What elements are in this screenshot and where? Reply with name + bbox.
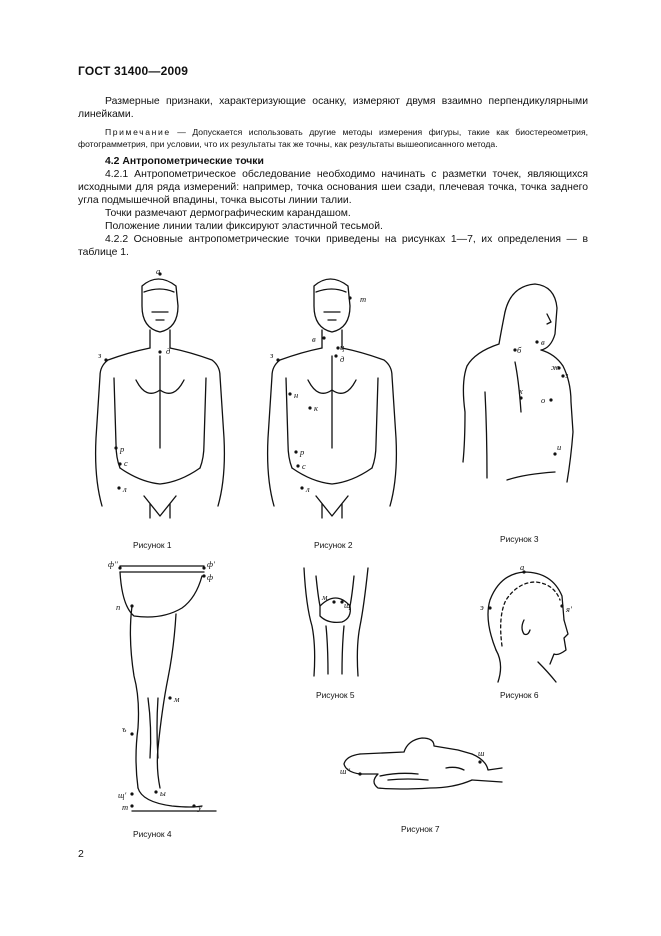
paragraph-marking: Точки размечают дермографическим карандашом.	[105, 208, 351, 219]
figure-1-drawing	[90, 268, 230, 530]
fig5-label-m: м	[322, 592, 328, 602]
paragraph-4-2-2: 4.2.2 Основные антропометрические точки приведены на рисунках 1—7, их определения — в таблице 1.	[78, 234, 588, 258]
fig1-label-d: д	[166, 346, 171, 356]
fig1-label-l: л	[123, 484, 127, 494]
caption-figure-6: Рисунок 6	[500, 690, 539, 700]
paragraph-waist: Положение линии талии фиксируют эластичной тесьмой.	[105, 221, 383, 232]
fig3-label-kh: х	[519, 386, 523, 396]
figure-2-drawing	[262, 268, 402, 530]
note-label: Примечание	[105, 127, 171, 137]
fig5-label-shch: щ	[344, 600, 351, 610]
fig2-label-z: з	[270, 350, 274, 360]
fig4-label-m: м	[174, 694, 180, 704]
fig3-label-z: з	[565, 370, 569, 380]
figure-3	[455, 282, 595, 497]
fig6-label-a: а	[520, 562, 525, 572]
fig4-label-shch: щ'	[118, 790, 127, 800]
fig3-label-v: в	[541, 337, 545, 347]
figure-1	[90, 268, 230, 530]
fig3-label-o: о	[541, 395, 546, 405]
caption-figure-1: Рисунок 1	[133, 540, 172, 550]
caption-figure-5: Рисунок 5	[316, 690, 355, 700]
figure-2	[262, 268, 402, 530]
section-title: 4.2 Антропометрические точки	[105, 156, 264, 167]
figure-5-drawing	[298, 566, 378, 678]
figure-5	[298, 566, 378, 678]
fig1-label-r: р	[120, 444, 125, 454]
fig6-label-e: э	[480, 602, 484, 612]
fig2-label-k: к	[314, 403, 318, 413]
figure-4	[108, 558, 222, 820]
fig4-label-u: у	[198, 802, 202, 812]
fig2-label-s: с	[302, 461, 306, 471]
fig2-label-d: д	[340, 354, 345, 364]
paragraph-4-2-1: 4.2.1 Антропометрическое обследование необходимо начинать с разметки точек, являющихся исходными для ряда измерений: например, точка основания шеи сзади, плечевая точка, точка заднего угла подмышечной впадины, точка высоты линии талии.	[78, 169, 588, 206]
fig2-label-ts: ц	[340, 342, 345, 352]
fig6-label-ya: я'	[566, 604, 572, 614]
fig1-label-s: с	[124, 458, 128, 468]
fig4-label-p: п	[116, 602, 121, 612]
note-text: — Допускается использовать другие методы измерения фигуры, такие как биостереометрия, фотограмметрия, при условии, что их результаты так же точны, как результаты вышеописанного метода.	[78, 127, 588, 149]
fig2-label-l: л	[306, 484, 310, 494]
fig7-label-sh: ш	[478, 748, 485, 758]
caption-figure-4: Рисунок 4	[133, 829, 172, 839]
fig2-label-r: р	[300, 447, 305, 457]
figure-3-drawing	[455, 282, 595, 497]
fig3-label-zh: ж	[551, 362, 559, 372]
fig4-label-hard: ъ	[122, 724, 127, 734]
fig2-label-v: в	[312, 334, 316, 344]
fig2-label-n: н	[294, 390, 299, 400]
figure-6-drawing	[476, 560, 586, 684]
caption-figure-2: Рисунок 2	[314, 540, 353, 550]
caption-figure-3: Рисунок 3	[500, 534, 539, 544]
fig4-label-f: ф	[207, 572, 214, 582]
paragraph-posture: Размерные признаки, характеризующие осанку, измеряют двумя взаимно перпендикулярными линейками.	[78, 96, 588, 120]
fig3-label-b: б	[517, 345, 522, 355]
figure-4-drawing	[108, 558, 222, 820]
note-paragraph	[78, 127, 588, 150]
fig4-label-t: т	[122, 802, 129, 812]
fig1-label-z: з	[98, 350, 102, 360]
fig4-label-y: ы	[160, 788, 166, 798]
fig7-label-sh2: ш''	[340, 766, 351, 776]
figure-7	[338, 732, 508, 812]
figure-6	[476, 560, 586, 684]
standard-header: ГОСТ 31400—2009	[78, 64, 189, 78]
page-number: 2	[78, 848, 84, 860]
fig4-label-f1: ф'	[207, 559, 215, 569]
fig4-label-f2: ф''	[108, 559, 118, 569]
fig1-label-a: а	[156, 266, 161, 276]
caption-figure-7: Рисунок 7	[401, 824, 440, 834]
fig3-label-i: и	[557, 442, 562, 452]
fig2-label-t: т	[360, 294, 367, 304]
figure-7-drawing	[338, 732, 508, 812]
body-text	[78, 95, 588, 259]
